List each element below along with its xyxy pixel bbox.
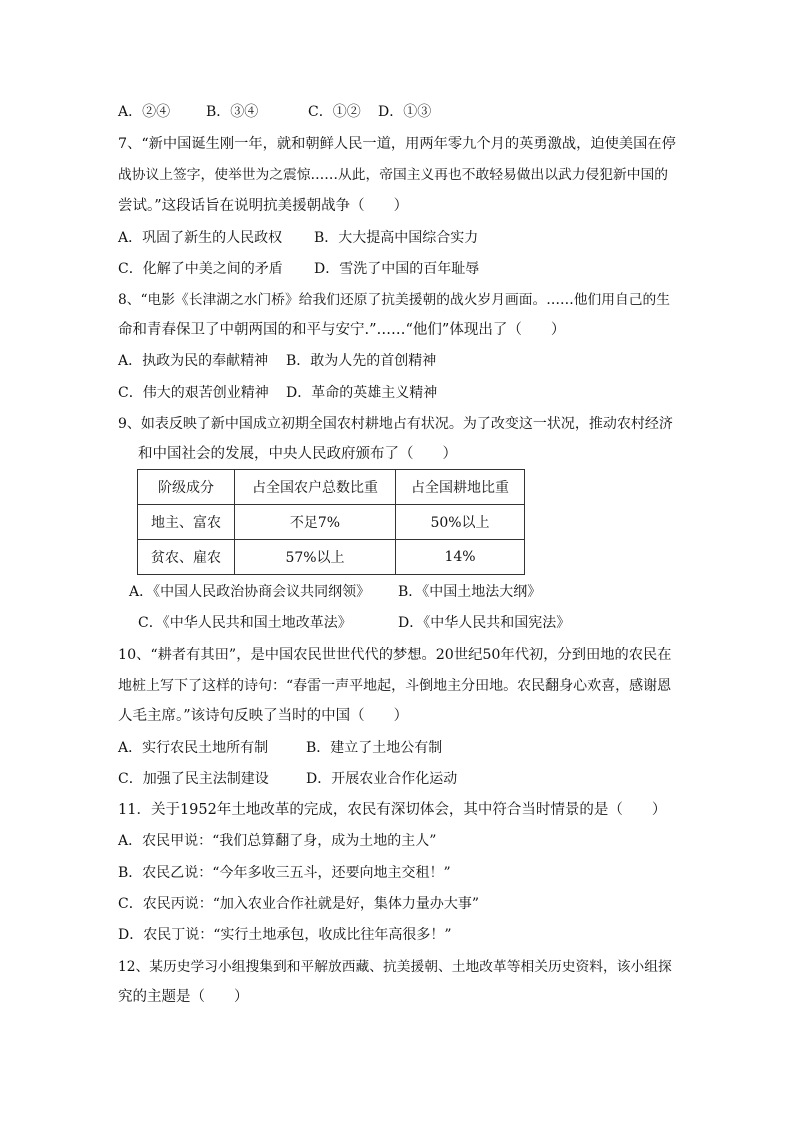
q11-option-c: C．农民丙说：“加入农业合作社就是好，集体力量办大事” (118, 896, 480, 912)
q9-option-a: A．《中国人民政治协商会议共同纲领》 (129, 584, 371, 600)
q7-stem-line-2: 战协议上签字，使举世为之震惊……从此，帝国主义再也不敢轻易做出以武力侵犯新中国的 (118, 167, 669, 183)
q7-option-a: A．巩固了新生的人民政权 (118, 230, 283, 246)
table-header-row (138, 470, 525, 505)
q10-option-d: D．开展农业合作化运动 (306, 771, 458, 787)
q9-stem-line-2: 和中国社会的发展，中央人民政府颁布了（ ） (138, 446, 457, 462)
q7-option-d: D．雪洗了中国的百年耻辱 (314, 261, 480, 277)
q11-option-b: B．农民乙说：“今年多收三五斗，还要向地主交租！” (118, 865, 451, 881)
q9-option-d: D．《中华人民共和国宪法》 (398, 615, 571, 631)
q8-stem-line-1: 8、“电影《长津湖之水门桥》给我们还原了抗美援朝的战火岁月画面。……他们用自己的生 (118, 292, 671, 308)
q9-option-c: C．《中华人民共和国土地改革法》 (138, 615, 352, 631)
q12-stem-line-2: 究的主题是（ ） (118, 989, 249, 1005)
q10-stem-line-2: 地桩上写下了这样的诗句：“春雷一声平地起，斗倒地主分田地。农民翻身心欢喜，感谢恩 (118, 678, 672, 694)
q10-option-b: B．建立了土地公有制 (306, 740, 443, 756)
q6-option-b: B．③④ (206, 104, 259, 120)
table-header-cell: 占全国耕地比重 (396, 470, 525, 505)
table-cell: 50%以上 (396, 505, 525, 540)
q7-option-c: C．化解了中美之间的矛盾 (118, 261, 283, 277)
q7-option-b: B．大大提高中国综合实力 (314, 230, 479, 246)
q7-stem-line-3: 尝试。”这段话旨在说明抗美援朝战争（ ） (118, 198, 409, 214)
land-ownership-table (137, 469, 525, 575)
q11-option-a: A．农民甲说：“我们总算翻了身，成为土地的主人” (118, 833, 437, 849)
q8-stem-line-2: 命和青春保卫了中朝两国的和平与安宁.”……“他们”体现出了（ ） (118, 322, 566, 338)
table-row (138, 540, 525, 575)
table-cell: 不足7% (235, 505, 396, 540)
q8-option-a: A．执政为民的奉献精神 (118, 353, 269, 369)
q12-stem-line-1: 12、某历史学习小组搜集到和平解放西藏、抗美援朝、土地改革等相关历史资料，该小组探 (118, 959, 672, 975)
q9-stem-line-1: 9、如表反映了新中国成立初期全国农村耕地占有状况。为了改变这一状况，推动农村经济 (118, 416, 673, 432)
table-cell: 贫农、雇农 (138, 540, 235, 575)
q10-stem-line-3: 人毛主席。”该诗句反映了当时的中国（ ） (118, 708, 409, 724)
table-row (138, 505, 525, 540)
q10-option-c: C．加强了民主法制建设 (118, 771, 269, 787)
q8-option-c: C．伟大的艰苦创业精神 (118, 385, 269, 401)
q8-option-d: D．革命的英雄主义精神 (286, 385, 438, 401)
table-header-cell: 占全国农户总数比重 (235, 470, 396, 505)
q8-option-b: B．敢为人先的首创精神 (286, 353, 437, 369)
q11-stem-line-1: 11．关于1952年土地改革的完成，农民有深切体会，其中符合当时情景的是（ ） (118, 802, 667, 818)
q10-option-a: A．实行农民土地所有制 (118, 740, 269, 756)
table-header-cell: 阶级成分 (138, 470, 235, 505)
q6-option-c: C．①② (308, 104, 361, 120)
q10-stem-line-1: 10、“耕者有其田”，是中国农民世世代代的梦想。20世纪50年代初，分到田地的农民在 (118, 647, 672, 663)
q6-option-a: A．②④ (118, 104, 171, 120)
table-cell: 地主、富农 (138, 505, 235, 540)
q9-option-b: B．《中国土地法大纲》 (398, 584, 542, 600)
table-cell: 14% (396, 540, 525, 575)
table-cell: 57%以上 (235, 540, 396, 575)
q6-option-d: D．①③ (378, 104, 432, 120)
q7-stem-line-1: 7、“新中国诞生刚一年，就和朝鲜人民一道，用两年零九个月的英勇激战，迫使美国在停 (118, 136, 676, 152)
q11-option-d: D．农民丁说：“实行土地承包，收成比往年高很多！” (118, 927, 452, 943)
